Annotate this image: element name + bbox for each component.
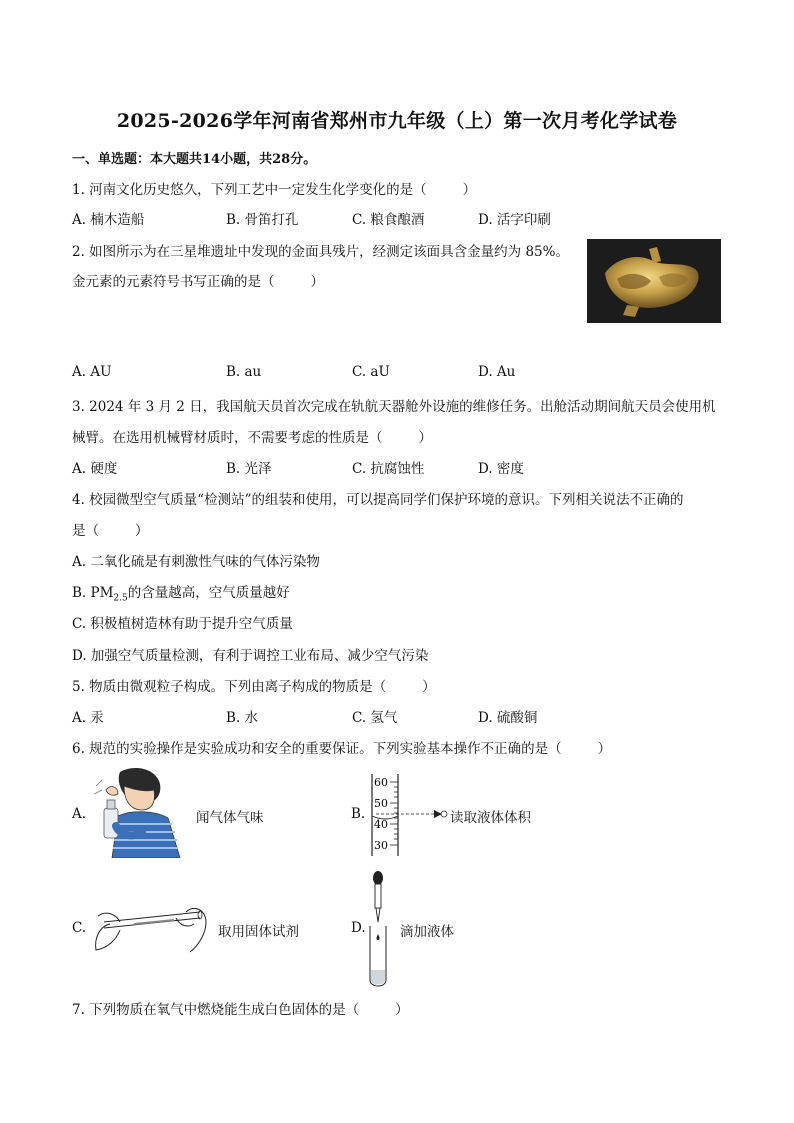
question-3-option-c[interactable]: C. 抗腐蚀性 [352, 461, 425, 477]
section-score: 28 [272, 152, 291, 167]
question-1-option-d[interactable]: D. 活字印刷 [478, 212, 551, 228]
question-4-option-b[interactable]: B. $PM_{2.5}$的含量越高，空气质量越好 [72, 585, 290, 604]
question-4-option-c[interactable]: C. 积极植树造林有助于提升空气质量 [72, 616, 293, 632]
question-6-option-d-letter[interactable]: D. [351, 920, 366, 936]
exam-title: 2025-2026学年河南省郑州市九年级（上）第一次月考化学试卷 [116, 110, 678, 132]
question-1-stem: 1. 河南文化历史悠久，下列工艺中一定发生化学变化的是（ ） [72, 182, 477, 198]
section-header [72, 148, 316, 167]
question-1-option-c[interactable]: C. 粮食酿酒 [352, 212, 425, 228]
question-6-option-c-text[interactable]: 取用固体试剂 [218, 924, 299, 940]
gold-mask-image [587, 239, 721, 323]
cylinder-tick-60: 60 [374, 776, 388, 789]
question-3-option-a[interactable]: A. 硬度 [72, 461, 118, 477]
question-5-option-a[interactable]: A. 汞 [72, 710, 104, 726]
question-5-stem: 5. 物质由微观粒子构成。下列由离子构成的物质是（ ） [72, 679, 436, 695]
question-3-option-d[interactable]: D. 密度 [478, 461, 524, 477]
question-5-option-d[interactable]: D. 硫酸铜 [478, 710, 538, 726]
question-6-option-a-letter[interactable]: A. [72, 806, 87, 822]
dropper-testtube-illustration [366, 870, 394, 990]
question-4-option-a[interactable]: A. 二氧化硫是有刺激性气味的气体污染物 [72, 554, 320, 570]
question-6-option-a-text[interactable]: 闻气体气味 [196, 810, 264, 826]
question-2-option-b[interactable]: B. au [226, 364, 262, 380]
question-5-option-c[interactable]: C. 氢气 [352, 710, 398, 726]
question-4-stem-line2: 是（ ） [72, 523, 149, 539]
question-6-option-b-text[interactable]: 读取液体体积 [450, 810, 531, 826]
question-6-stem: 6. 规范的实验操作是实验成功和安全的重要保证。下列实验基本操作不正确的是（ ） [72, 741, 612, 757]
question-4-stem-line1: 4. 校园微型空气质量“检测站”的组装和使用，可以提高同学们保护环境的意识。下列相关说法不正确的 [72, 492, 684, 508]
question-3-stem-line1: 3. 2024 年 3 月 2 日，我国航天员首次完成在轨航天器舱外设施的维修任务。出舱活动期间航天员会使用机 [72, 399, 716, 415]
question-2-option-d[interactable]: D. Au [478, 364, 516, 380]
cylinder-tick-40: 40 [374, 818, 388, 831]
question-3-option-b[interactable]: B. 光泽 [226, 461, 272, 477]
section-mid: 小题，共 [220, 152, 273, 167]
question-7-stem: 7. 下列物质在氧气中燃烧能生成白色固体的是（ ） [72, 1002, 409, 1018]
question-4-option-d[interactable]: D. 加强空气质量检测，有利于调控工业布局、减少空气污染 [72, 648, 429, 664]
question-6-option-d-text[interactable]: 滴加液体 [400, 924, 454, 940]
question-2-option-c[interactable]: C. aU [352, 364, 390, 380]
graduated-cylinder-illustration [368, 772, 450, 858]
cylinder-tick-50: 50 [374, 797, 388, 810]
question-2-stem-line1: 2. 如图所示为在三星堆遗址中发现的金面具残片，经测定该面具含金量约为 85%。 [72, 244, 569, 260]
section-label: 一、单选题：本大题共 [72, 152, 203, 167]
smelling-gas-illustration [90, 766, 186, 858]
question-1-option-b[interactable]: B. 骨笛打孔 [226, 212, 299, 228]
question-2-stem-line2: 金元素的元素符号书写正确的是（ ） [72, 274, 324, 290]
section-count: 14 [202, 152, 221, 167]
gold-mask-photo [587, 239, 721, 323]
taking-solid-illustration [90, 896, 214, 956]
question-6-option-c-letter[interactable]: C. [72, 920, 87, 936]
section-end: 分。 [290, 152, 317, 167]
question-1-option-a[interactable]: A. 楠木造船 [72, 212, 145, 228]
question-2-option-a[interactable]: A. AU [72, 364, 112, 380]
question-6-option-b-letter[interactable]: B. [351, 806, 366, 822]
question-3-stem-line2: 械臂。在选用机械臂材质时，不需要考虑的性质是（ ） [72, 430, 432, 446]
cylinder-tick-30: 30 [374, 839, 388, 852]
question-5-option-b[interactable]: B. 水 [226, 710, 259, 726]
